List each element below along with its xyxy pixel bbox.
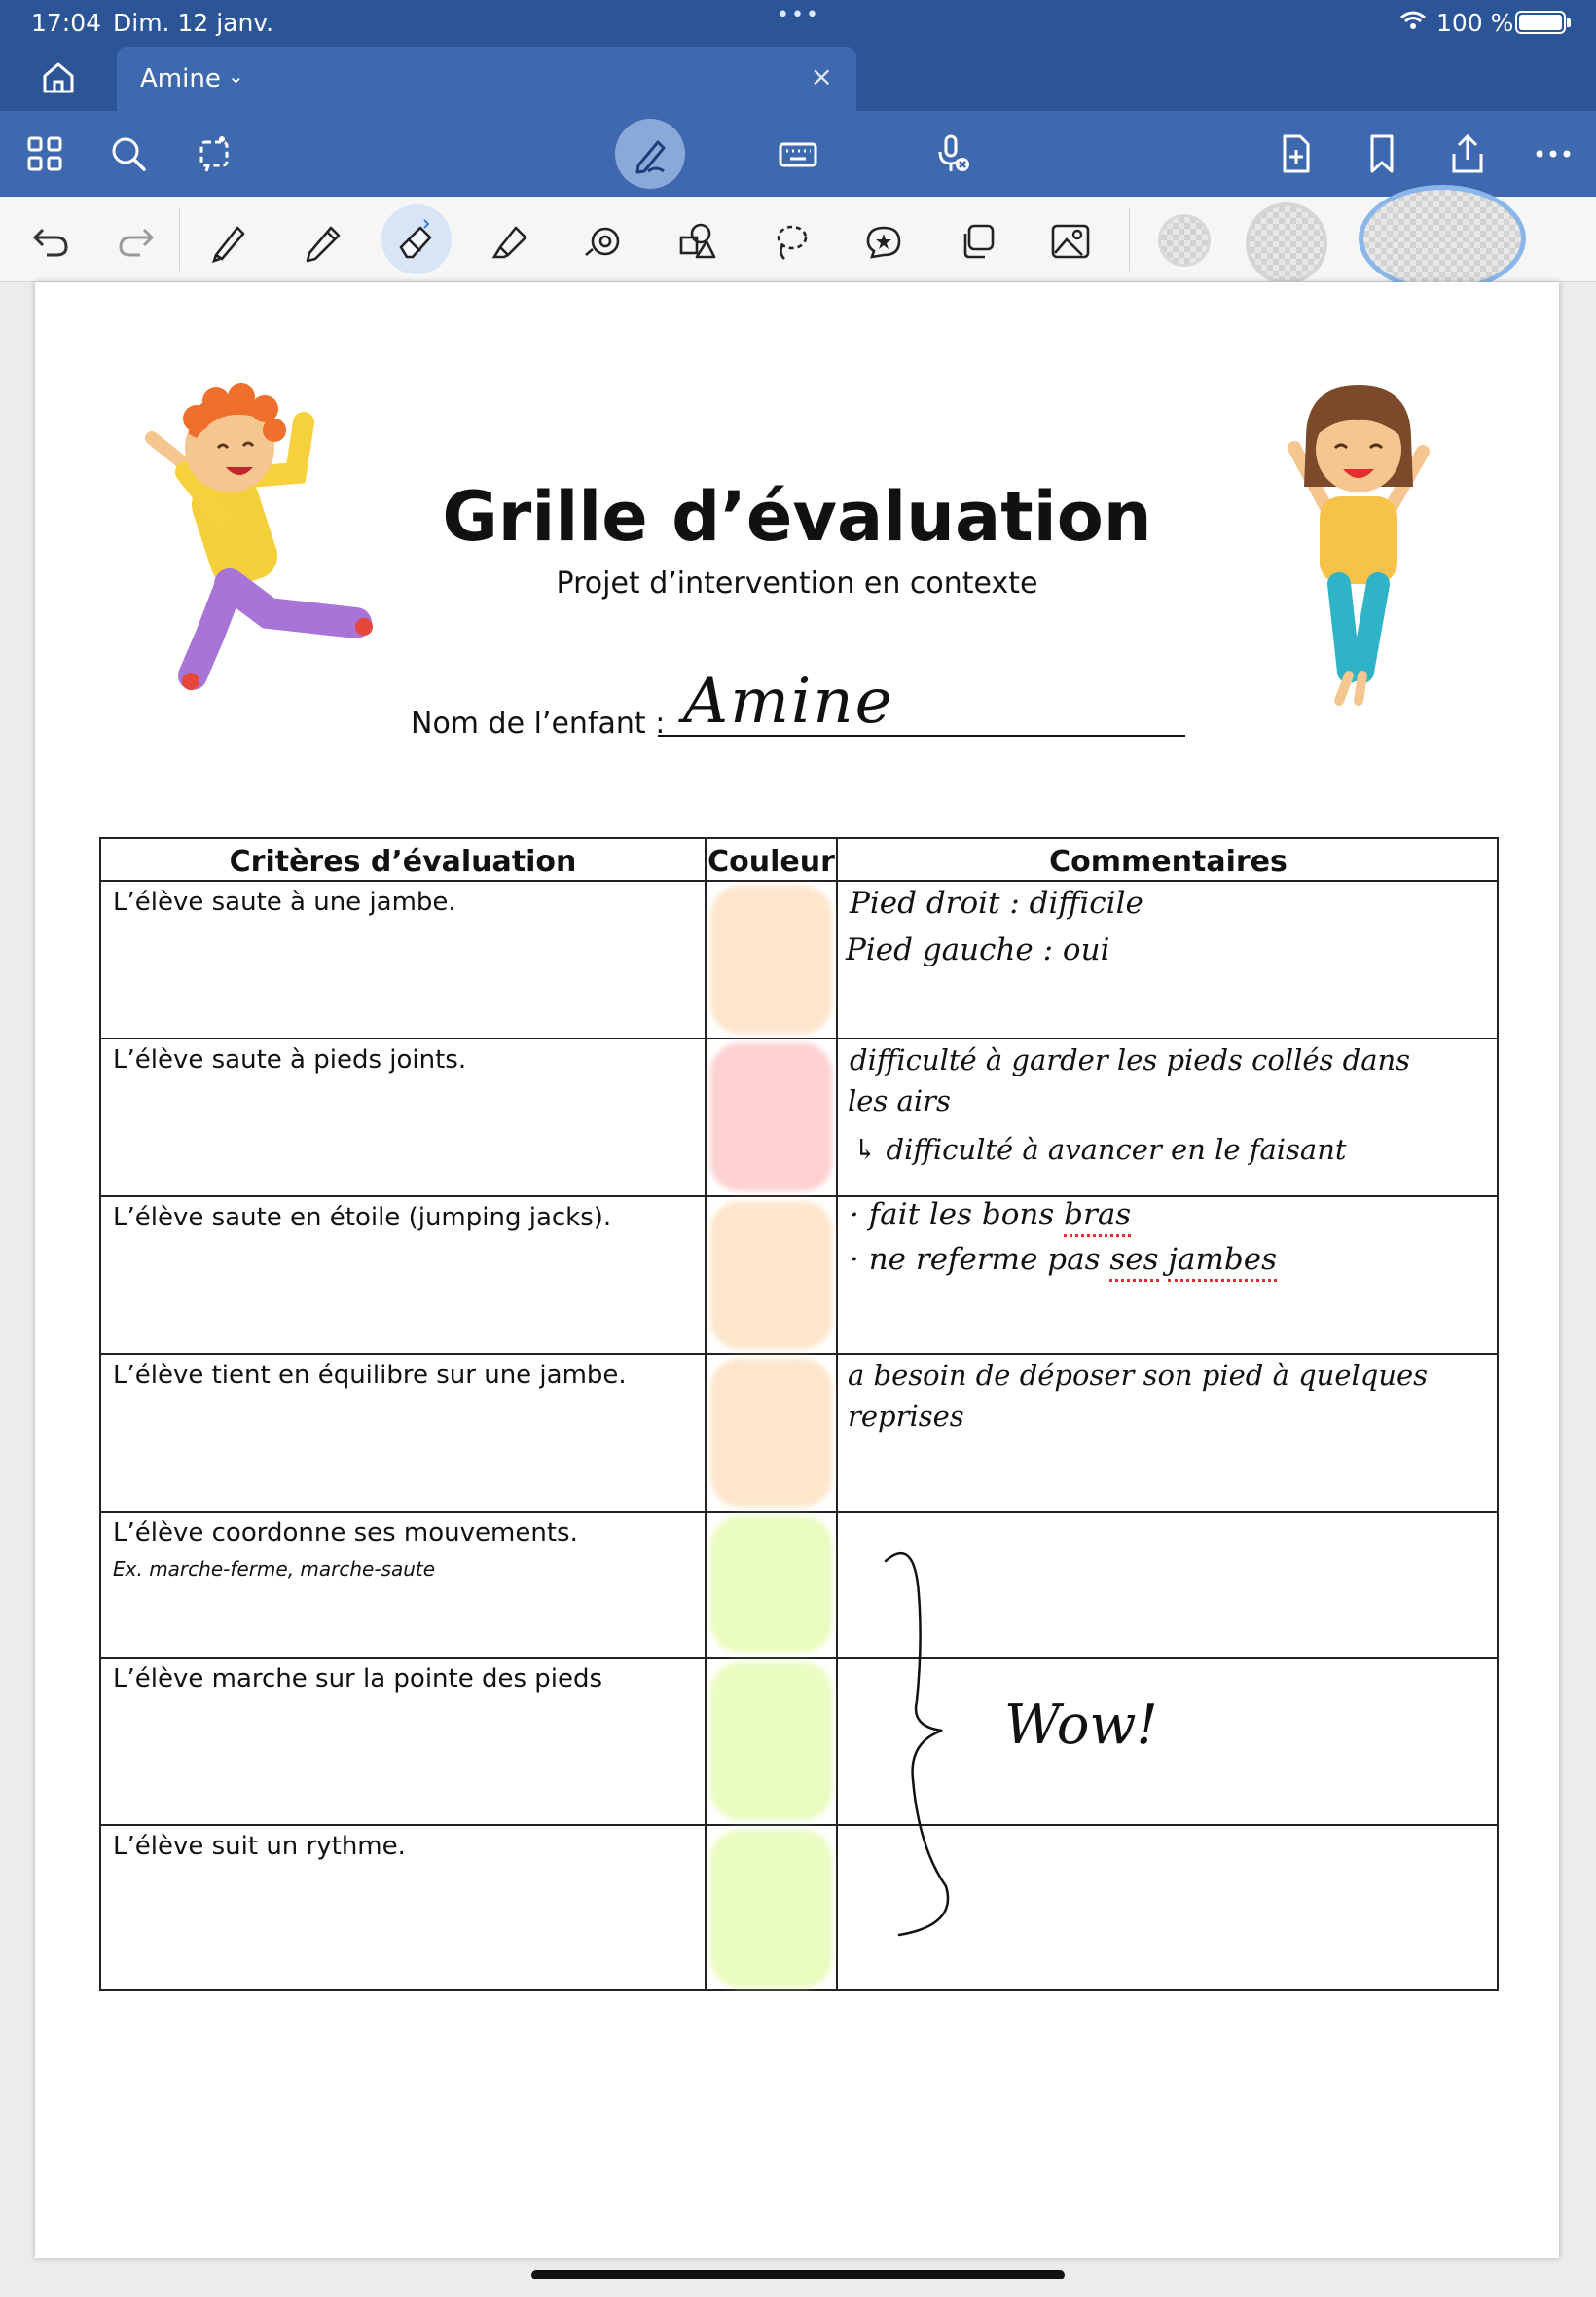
more-icon — [1532, 132, 1575, 175]
keyboard-icon — [777, 132, 819, 175]
color-cell[interactable] — [707, 1039, 838, 1197]
page-subtitle: Projet d’intervention en contexte — [556, 566, 1038, 601]
page-title: Grille d’évaluation — [442, 477, 1152, 557]
image-tool[interactable] — [1043, 214, 1098, 269]
header-color: Couleur — [707, 839, 838, 882]
tape-icon — [582, 220, 625, 263]
pencil-icon — [302, 220, 345, 263]
table-row-criterion: L’élève saute à pieds joints. — [101, 1039, 707, 1197]
color-swatch-medium[interactable] — [1246, 202, 1327, 284]
image-icon — [1049, 220, 1092, 263]
microphone-button[interactable] — [923, 125, 981, 183]
handwritten-comment: reprises — [848, 1400, 964, 1433]
status-bar — [0, 0, 1596, 45]
color-fill-green — [710, 1662, 832, 1820]
redo-icon — [115, 220, 158, 263]
handwritten-comment: Pied gauche : oui — [846, 932, 1110, 967]
home-icon — [37, 56, 80, 99]
document-page[interactable] — [35, 282, 1559, 2258]
handwritten-comment: ↳ difficulté à avancer en le faisant — [853, 1133, 1347, 1166]
handwritten-brace-drawing — [860, 1536, 967, 1945]
fountain-pen-icon — [208, 220, 251, 263]
share-button[interactable] — [1438, 125, 1497, 183]
status-time: 17:04 — [31, 9, 102, 37]
search-icon — [107, 132, 150, 175]
search-button[interactable] — [99, 125, 158, 183]
color-fill-red — [710, 1043, 832, 1191]
color-cell[interactable] — [707, 1826, 838, 1991]
battery-icon — [1515, 11, 1566, 34]
header-comments: Commentaires — [838, 839, 1499, 882]
home-button[interactable] — [37, 56, 80, 99]
toolbar-divider — [1129, 208, 1130, 271]
color-swatch-large-selected[interactable] — [1359, 185, 1526, 292]
share-icon — [1446, 132, 1489, 175]
handwritten-comment: · fait les bons bras — [850, 1197, 1131, 1232]
handwritten-comment: Pied droit : difficile — [850, 886, 1143, 921]
app-toolbar — [0, 111, 1596, 197]
chevron-down-icon[interactable]: ⌄ — [228, 64, 244, 88]
more-options-button[interactable] — [1524, 125, 1582, 183]
sticker-tool[interactable] — [856, 214, 911, 269]
eraser-tool[interactable] — [381, 204, 452, 274]
comment-cell[interactable] — [838, 882, 1499, 1039]
highlighter-icon — [489, 220, 531, 263]
color-fill-green — [710, 1516, 832, 1653]
comment-cell[interactable] — [838, 1039, 1499, 1197]
grid-view-button[interactable] — [16, 125, 74, 183]
color-fill-orange — [710, 1201, 832, 1349]
evaluation-table — [99, 837, 1499, 1991]
wifi-icon — [1399, 9, 1427, 37]
add-page-icon — [1275, 132, 1318, 175]
grid-icon — [23, 132, 66, 175]
comment-cell[interactable] — [838, 1197, 1499, 1355]
add-page-button[interactable] — [1267, 125, 1325, 183]
document-tab[interactable] — [117, 47, 856, 111]
spellcheck-word[interactable]: jambes — [1168, 1242, 1277, 1282]
eraser-icon — [395, 218, 438, 261]
keyboard-mode-button[interactable] — [769, 125, 827, 183]
spellcheck-word[interactable]: bras — [1064, 1197, 1131, 1237]
table-row-criterion: L’élève tient en équilibre sur une jambe. — [101, 1355, 707, 1513]
copy-elements-icon — [956, 220, 998, 263]
table-row-criterion: L’élève saute à une jambe. — [101, 882, 707, 1039]
handwritten-comment: a besoin de déposer son pied à quelques — [848, 1359, 1429, 1392]
pen-edit-icon — [629, 132, 671, 175]
table-row-criterion: L’élève saute en étoile (jumping jacks). — [101, 1197, 707, 1355]
header-criteria: Critères d’évaluation — [101, 839, 707, 882]
multitasking-dots-icon[interactable]: ••• — [777, 3, 820, 27]
color-cell[interactable] — [707, 1513, 838, 1659]
pencil-tool[interactable] — [296, 214, 350, 269]
close-tab-button[interactable]: × — [810, 60, 833, 92]
lasso-tool[interactable] — [763, 214, 817, 269]
color-cell[interactable] — [707, 1197, 838, 1355]
battery-percentage: 100 % — [1436, 9, 1514, 37]
table-row-criterion: L’élève marche sur la pointe des pieds — [101, 1659, 707, 1826]
toolbar-divider — [179, 208, 180, 271]
handwritten-comment: · ne referme pas ses jambes — [850, 1242, 1277, 1277]
color-fill-green — [710, 1830, 832, 1987]
criterion-example: Ex. marche-ferme, marche-saute — [113, 1557, 436, 1581]
elements-tool[interactable] — [950, 214, 1004, 269]
bookmark-button[interactable] — [1353, 125, 1411, 183]
pen-mode-button[interactable] — [615, 119, 685, 189]
highlighter-tool[interactable] — [483, 214, 537, 269]
status-date: Dim. 12 janv. — [113, 9, 274, 37]
color-fill-orange — [710, 886, 832, 1034]
tape-tool[interactable] — [576, 214, 631, 269]
table-row-criterion: L’élève suit un rythme. — [101, 1826, 707, 1991]
shapes-tool[interactable] — [670, 214, 724, 269]
color-cell[interactable] — [707, 1355, 838, 1513]
comment-cell[interactable] — [838, 1355, 1499, 1513]
shapes-icon — [675, 220, 718, 263]
tab-title: Amine — [140, 64, 221, 93]
table-row-criterion: L’élève coordonne ses mouvements. Ex. marche-ferme, marche-saute — [101, 1513, 707, 1659]
color-fill-orange — [710, 1359, 832, 1507]
lasso-icon — [769, 220, 812, 263]
bookmark-icon — [1360, 132, 1403, 175]
handwritten-wow: Wow! — [1004, 1694, 1158, 1757]
fountain-pen-tool[interactable] — [202, 214, 257, 269]
undo-button[interactable] — [23, 214, 78, 269]
tool-toolbar — [0, 197, 1596, 282]
lasso-select-icon — [193, 132, 236, 175]
color-swatch-small[interactable] — [1158, 214, 1211, 267]
handwritten-comment: difficulté à garder les pieds collés dans — [850, 1043, 1411, 1076]
child-name-handwritten: Amine — [683, 666, 894, 738]
color-cell[interactable] — [707, 1659, 838, 1826]
undo-icon — [29, 220, 72, 263]
child-name-label: Nom de l’enfant : — [411, 707, 666, 741]
microphone-off-icon — [930, 132, 973, 175]
bookmark-lasso-button[interactable] — [185, 125, 243, 183]
home-indicator[interactable] — [531, 2270, 1065, 2279]
spellcheck-word[interactable]: ses — [1109, 1242, 1158, 1282]
tab-bar — [0, 45, 1596, 111]
color-cell[interactable] — [707, 882, 838, 1039]
handwritten-comment: les airs — [848, 1084, 951, 1117]
star-sticker-icon — [862, 220, 905, 263]
redo-button[interactable] — [109, 214, 163, 269]
